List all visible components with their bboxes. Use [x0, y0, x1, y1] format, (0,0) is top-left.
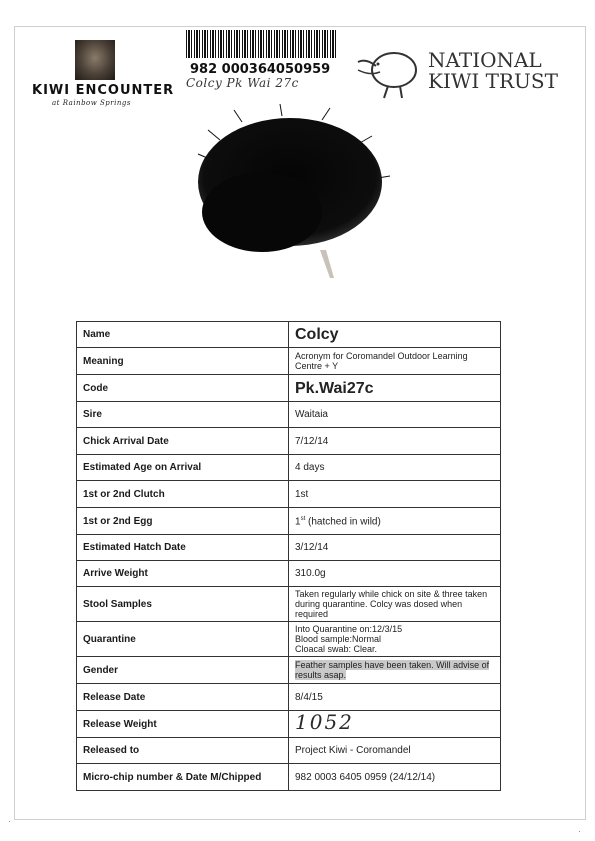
release-weight-handwritten: 1052	[295, 710, 354, 734]
table-row	[77, 375, 501, 402]
barcode	[186, 30, 336, 58]
table-row	[77, 322, 501, 348]
row-label-egg: 1st or 2nd Egg	[77, 508, 289, 535]
row-label-meaning: Meaning	[77, 348, 289, 375]
table-row	[77, 535, 501, 561]
row-label-code: Code	[77, 375, 289, 402]
row-value-microchip: 982 0003 6405 0959 (24/12/14)	[289, 764, 501, 791]
quarantine-line: Into Quarantine on:12/3/15	[295, 624, 403, 634]
row-label-quarantine: Quarantine	[77, 622, 289, 657]
row-label-released-to: Released to	[77, 738, 289, 764]
row-value-egg	[289, 508, 501, 535]
table-row	[77, 587, 501, 622]
table-row	[77, 428, 501, 455]
row-label-microchip: Micro-chip number & Date M/Chipped	[77, 764, 289, 791]
row-value-stool: Taken regularly while chick on site & three taken during quarantine. Colcy was dosed when required	[289, 587, 501, 622]
corner-mark: ·	[578, 826, 581, 836]
row-label-stool: Stool Samples	[77, 587, 289, 622]
row-label-age: Estimated Age on Arrival	[77, 455, 289, 481]
row-value-arrive-weight: 310.0g	[289, 561, 501, 587]
national-kiwi-trust-name	[428, 50, 558, 92]
row-value-sire: Waitaia	[289, 402, 501, 428]
row-value-name: Colcy	[289, 322, 501, 348]
kiwi-encounter-title: KIWI ENCOUNTER	[32, 83, 175, 98]
row-label-arrival-date: Chick Arrival Date	[77, 428, 289, 455]
row-value-release-date: 8/4/15	[289, 684, 501, 711]
quarantine-line: Blood sample:Normal	[295, 634, 382, 644]
quarantine-line: Cloacal swab: Clear.	[295, 644, 378, 654]
gender-highlighted-text: Feather samples have been taken. Will advise of results asap.	[295, 660, 490, 680]
row-value-quarantine	[289, 622, 501, 657]
row-value-gender	[289, 657, 501, 684]
egg-ordinal: st	[300, 516, 306, 523]
barcode-number: 982 000364050959	[190, 62, 331, 77]
row-label-gender: Gender	[77, 657, 289, 684]
row-label-clutch: 1st or 2nd Clutch	[77, 481, 289, 508]
egg-number: 1	[295, 516, 301, 528]
kiwi-chick-photo	[192, 100, 392, 285]
row-label-release-weight: Release Weight	[77, 711, 289, 738]
table-row	[77, 622, 501, 657]
table-row	[77, 711, 501, 738]
table-row	[77, 738, 501, 764]
row-label-hatch-date: Estimated Hatch Date	[77, 535, 289, 561]
egg-note: (hatched in wild)	[305, 516, 381, 528]
row-value-hatch-date: 3/12/14	[289, 535, 501, 561]
kiwi-encounter-logo	[30, 40, 175, 110]
table-row	[77, 764, 501, 791]
nkt-line1: NATIONAL	[428, 48, 542, 72]
row-label-sire: Sire	[77, 402, 289, 428]
row-label-arrive-weight: Arrive Weight	[77, 561, 289, 587]
row-value-clutch: 1st	[289, 481, 501, 508]
table-row	[77, 508, 501, 535]
table-row	[77, 402, 501, 428]
kiwi-bird-icon	[356, 48, 424, 102]
row-value-age: 4 days	[289, 455, 501, 481]
corner-mark: ·	[8, 816, 11, 826]
nkt-line2: KIWI TRUST	[428, 69, 558, 93]
table-row	[77, 481, 501, 508]
row-value-arrival-date: 7/12/14	[289, 428, 501, 455]
kiwi-info-table	[76, 321, 501, 791]
row-value-release-weight	[289, 711, 501, 738]
table-row	[77, 348, 501, 375]
row-value-meaning: Acronym for Coromandel Outdoor Learning Centre + Y	[289, 348, 501, 375]
row-value-released-to: Project Kiwi - Coromandel	[289, 738, 501, 764]
table-row	[77, 657, 501, 684]
national-kiwi-trust-logo	[356, 48, 558, 108]
table-row	[77, 684, 501, 711]
table-row	[77, 561, 501, 587]
handwritten-tag: Colcy Pk Wai 27c	[186, 76, 299, 90]
table-row	[77, 455, 501, 481]
row-label-name: Name	[77, 322, 289, 348]
kiwi-encounter-logo-photo	[75, 40, 115, 80]
row-label-release-date: Release Date	[77, 684, 289, 711]
kiwi-encounter-subtitle: at Rainbow Springs	[52, 99, 131, 107]
row-value-code: Pk.Wai27c	[289, 375, 501, 402]
